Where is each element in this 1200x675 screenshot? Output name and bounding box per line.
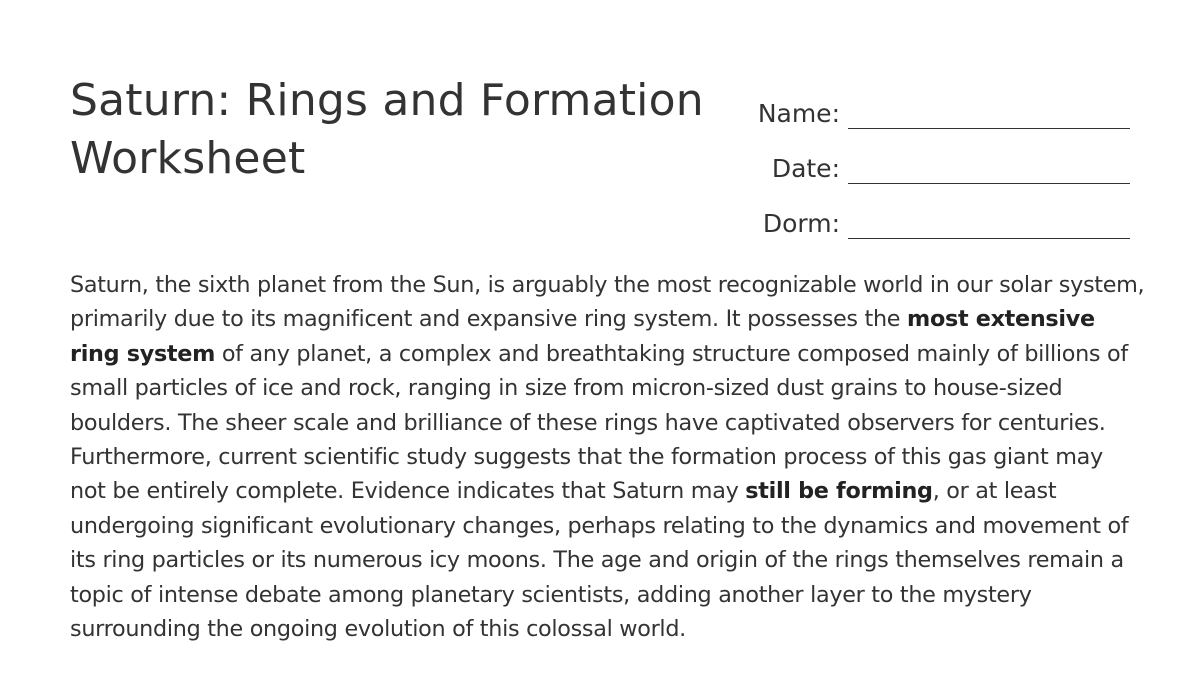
date-blank-line[interactable] — [848, 151, 1130, 184]
dorm-blank-line[interactable] — [848, 206, 1130, 239]
passage-bold-ring-system: most extensive ring system — [70, 306, 1095, 367]
name-blank-line[interactable] — [848, 96, 1130, 129]
date-field-row — [720, 131, 1130, 186]
passage-text-part3: , or at least undergoing significant evolutionary changes, perhaps relating to the dynamics and movement of its ring particles or its numerous icy moons. The age and origin of the rings themselves remain a topic of intense debate among planetary scientists, adding another layer to the mystery surrounding the ongoing evolution of this colossal world. — [70, 478, 1129, 643]
worksheet-title: Saturn: Rings and Formation Worksheet — [70, 75, 704, 184]
passage-text-part1: Saturn, the sixth planet from the Sun, is arguably the most recognizable world in our solar system, primarily due to its magnificent and expansive ring system. It possesses the — [70, 272, 1145, 333]
name-field-row — [720, 76, 1130, 131]
dorm-field-row — [720, 186, 1130, 241]
student-info-fields — [720, 76, 1130, 241]
passage-bold-still-forming: still be forming — [745, 478, 933, 505]
dorm-label: Dorm: — [762, 209, 840, 238]
name-label: Name: — [757, 99, 840, 128]
reading-passage — [70, 268, 1145, 646]
date-label: Date: — [771, 154, 840, 183]
passage-text-part2: of any planet, a complex and breathtaking structure composed mainly of billions of small particles of ice and rock, ranging in size from micron-sized dust grains to house-sized boulders. The sheer scale and brilliance of these rings have captivated observers for centuries. Furthermore, current scientific study suggests that the formation process of this gas giant may not be entirely complete. Evidence indicates that Saturn may — [70, 340, 1128, 505]
